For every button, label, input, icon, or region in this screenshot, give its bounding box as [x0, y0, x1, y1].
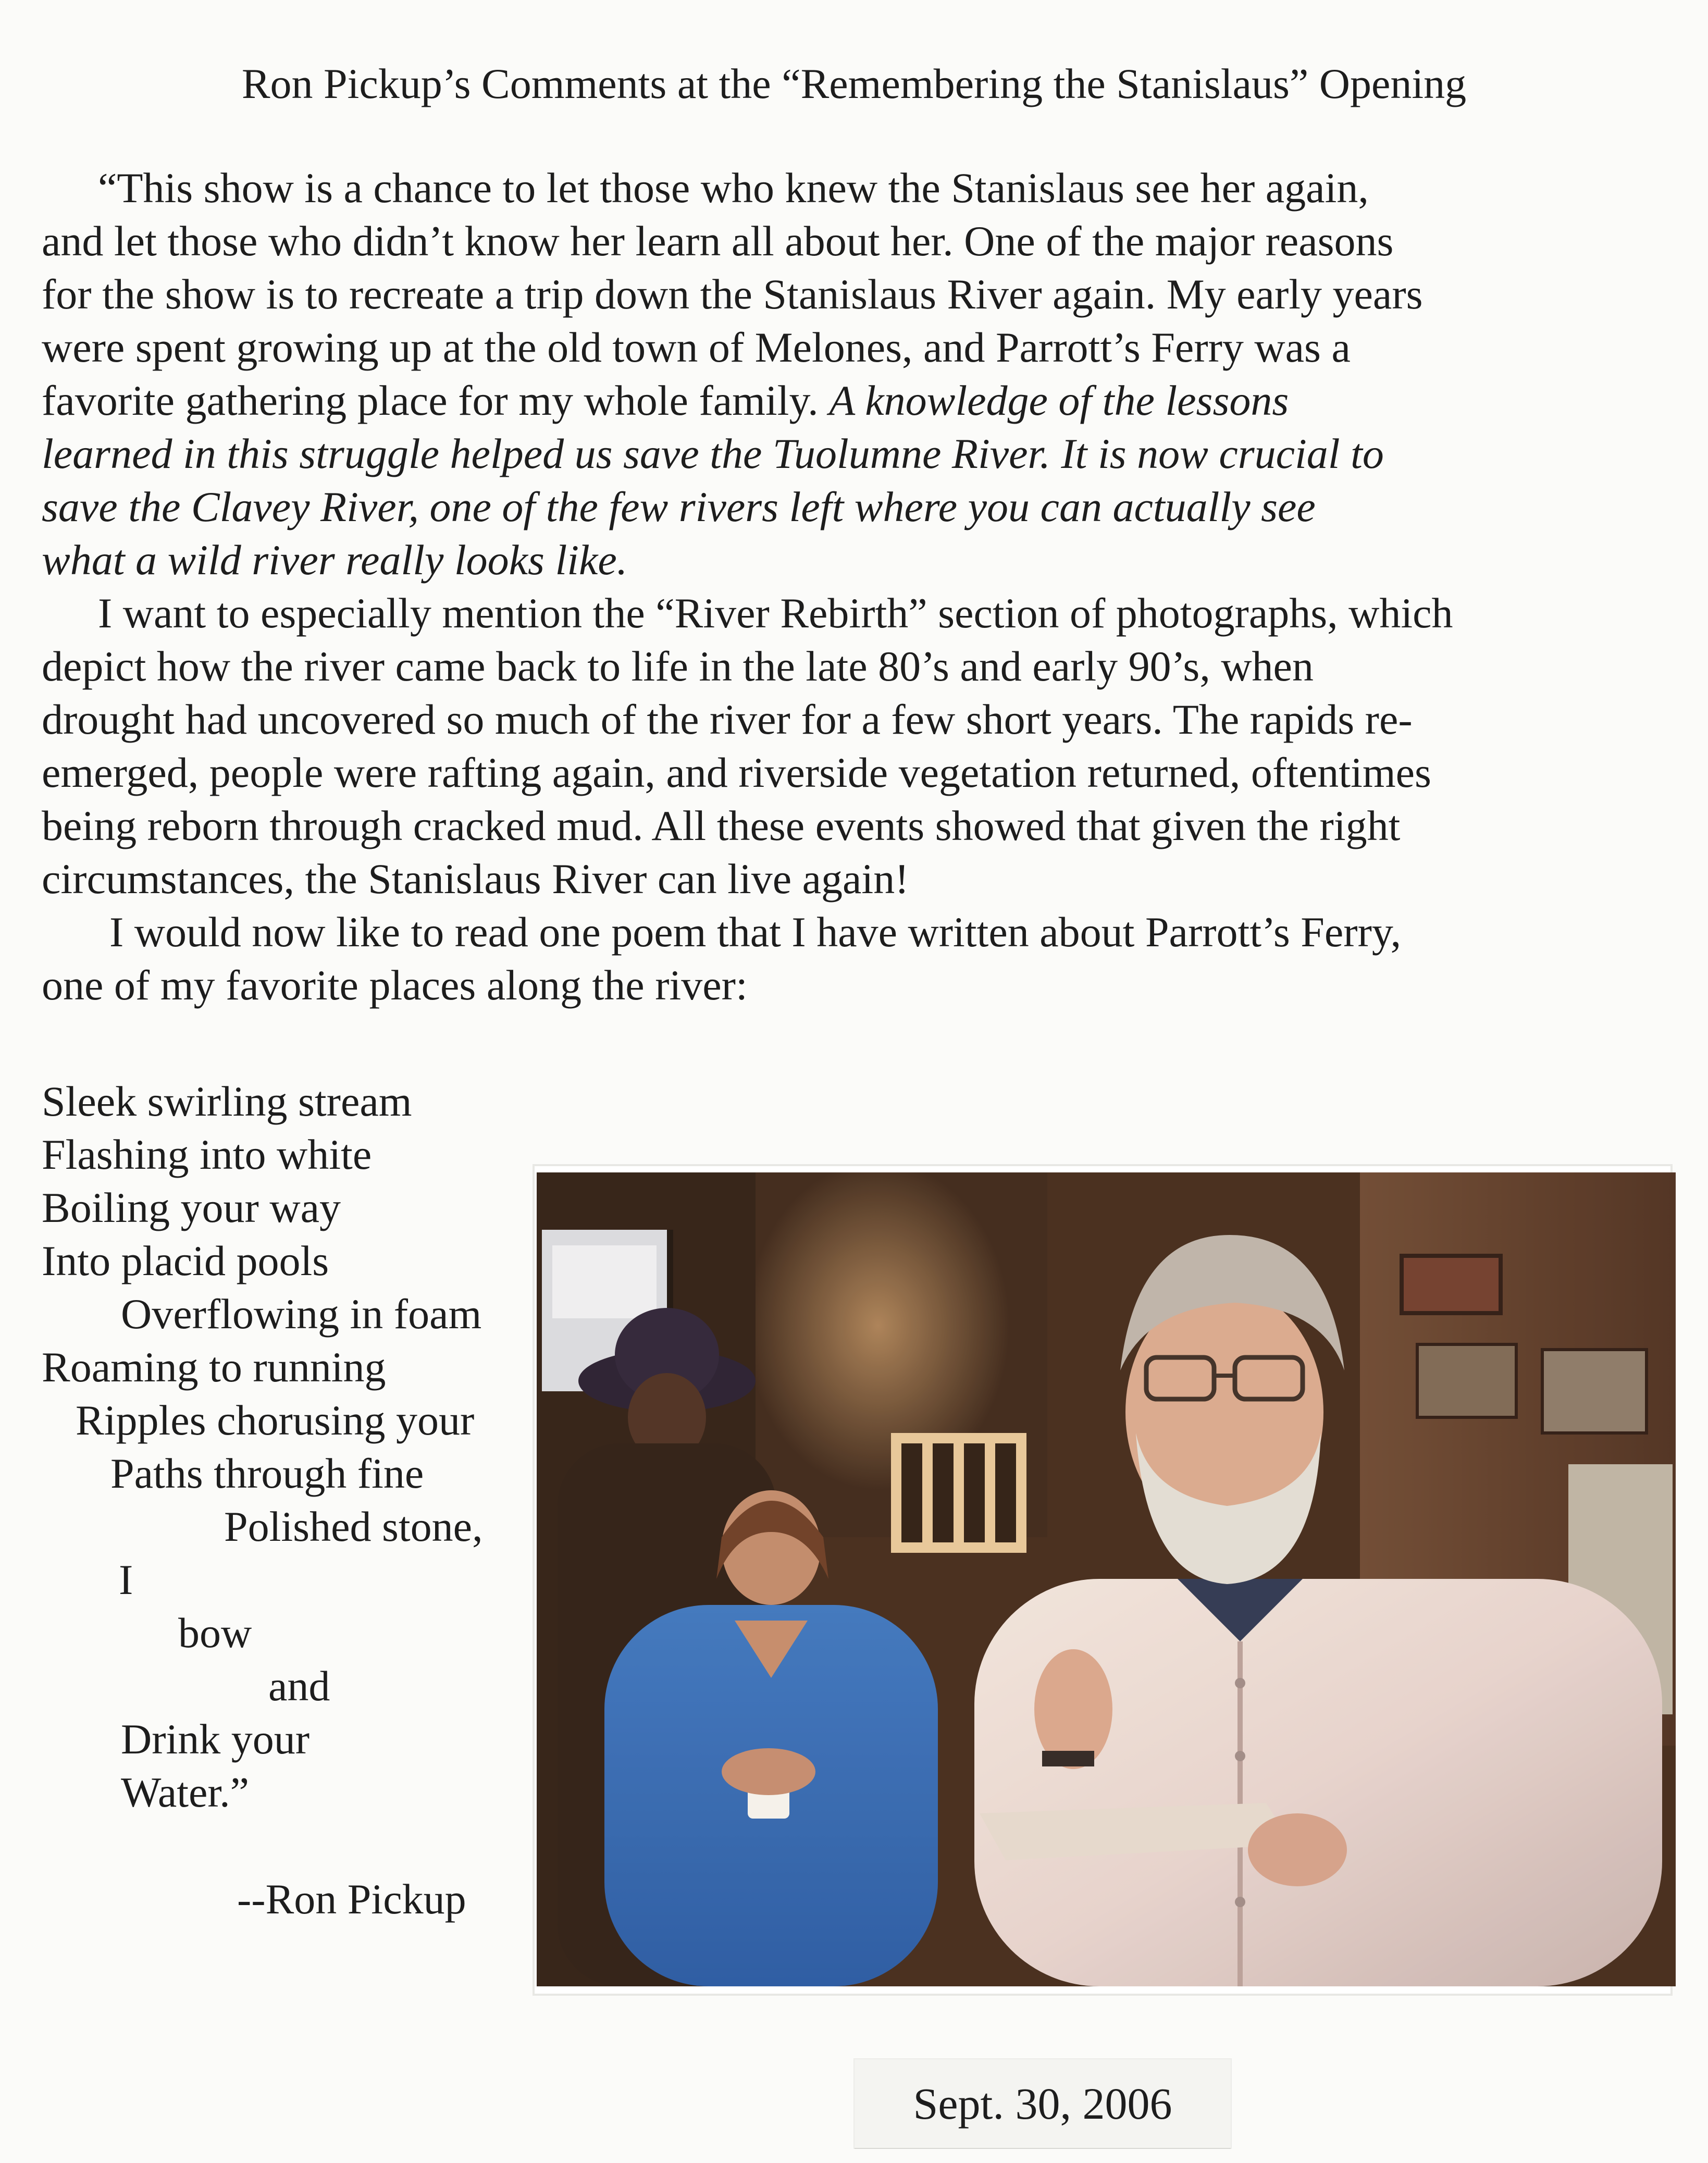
text-line — [42, 427, 1683, 480]
text-line — [42, 480, 1683, 534]
date-text: Sept. 30, 2006 — [913, 2079, 1172, 2129]
text-line: I would now like to read one poem that I have written about Parrott’s Ferry, — [109, 908, 1402, 956]
comments-text — [42, 162, 1683, 1012]
text-line: and let those who didn’t know her learn all about her. One of the major reasons — [42, 217, 1394, 265]
text-line: emerged, people were rafting again, and riverside vegetation returned, oftentimes — [42, 749, 1431, 796]
poem-line: and — [268, 1662, 330, 1710]
page-title: Ron Pickup’s Comments at the “Remembering the Stanislaus” Opening — [241, 60, 1467, 107]
text-line: being reborn through cracked mud. All these events showed that given the right — [42, 802, 1401, 849]
text-line: one of my favorite places along the river: — [42, 961, 748, 1009]
poem-line: Ripples chorusing your — [76, 1396, 475, 1444]
poem-line: Paths through fine — [110, 1450, 424, 1497]
text-line: depict how the river came back to life in the late 80’s and early 90’s, when — [42, 642, 1314, 690]
poem-line: Roaming to running — [42, 1343, 386, 1391]
text-line: drought had uncovered so much of the river for a few short years. The rapids re- — [42, 696, 1413, 743]
text-line: were spent growing up at the old town of Melones, and Parrott’s Ferry was a — [42, 324, 1351, 371]
text-line: circumstances, the Stanislaus River can live again! — [42, 855, 909, 903]
poem-line: Into placid pools — [42, 1237, 329, 1284]
text-line: I want to especially mention the “River Rebirth” section of photographs, which — [98, 589, 1453, 637]
text-line — [42, 534, 1683, 587]
poem-line: Flashing into white — [42, 1131, 372, 1178]
poem-line: bow — [178, 1609, 252, 1657]
signature: --Ron Pickup — [237, 1875, 466, 1923]
poem-line: Water.” — [121, 1769, 250, 1816]
poem-line: Drink your — [121, 1715, 310, 1763]
date-slip — [855, 2059, 1231, 2148]
poem-line: Overflowing in foam — [121, 1290, 482, 1338]
poem-line: Boiling your way — [42, 1184, 341, 1231]
text-line: “This show is a chance to let those who knew the Stanislaus see her again, — [98, 164, 1369, 212]
text-line — [42, 374, 1683, 427]
event-photo — [537, 1172, 1676, 1986]
text-segment: favorite gathering place for my whole family. — [42, 377, 830, 424]
italic-segment: save the Clavey River, one of the few rivers left where you can actually see — [42, 483, 1316, 530]
italic-segment: learned in this struggle helped us save the Tuolumne River. It is now crucial to — [42, 430, 1384, 477]
text-line: for the show is to recreate a trip down the Stanislaus River again. My early years — [42, 270, 1423, 318]
poem-line: I — [119, 1556, 133, 1603]
italic-segment: what a wild river really looks like. — [42, 536, 628, 584]
event-photo-illustration — [537, 1172, 1676, 1986]
poem-line: Sleek swirling stream — [42, 1078, 412, 1125]
poem — [42, 1075, 483, 1819]
italic-segment: A knowledge of the lessons — [829, 377, 1289, 424]
poem-line: Polished stone, — [224, 1503, 483, 1550]
